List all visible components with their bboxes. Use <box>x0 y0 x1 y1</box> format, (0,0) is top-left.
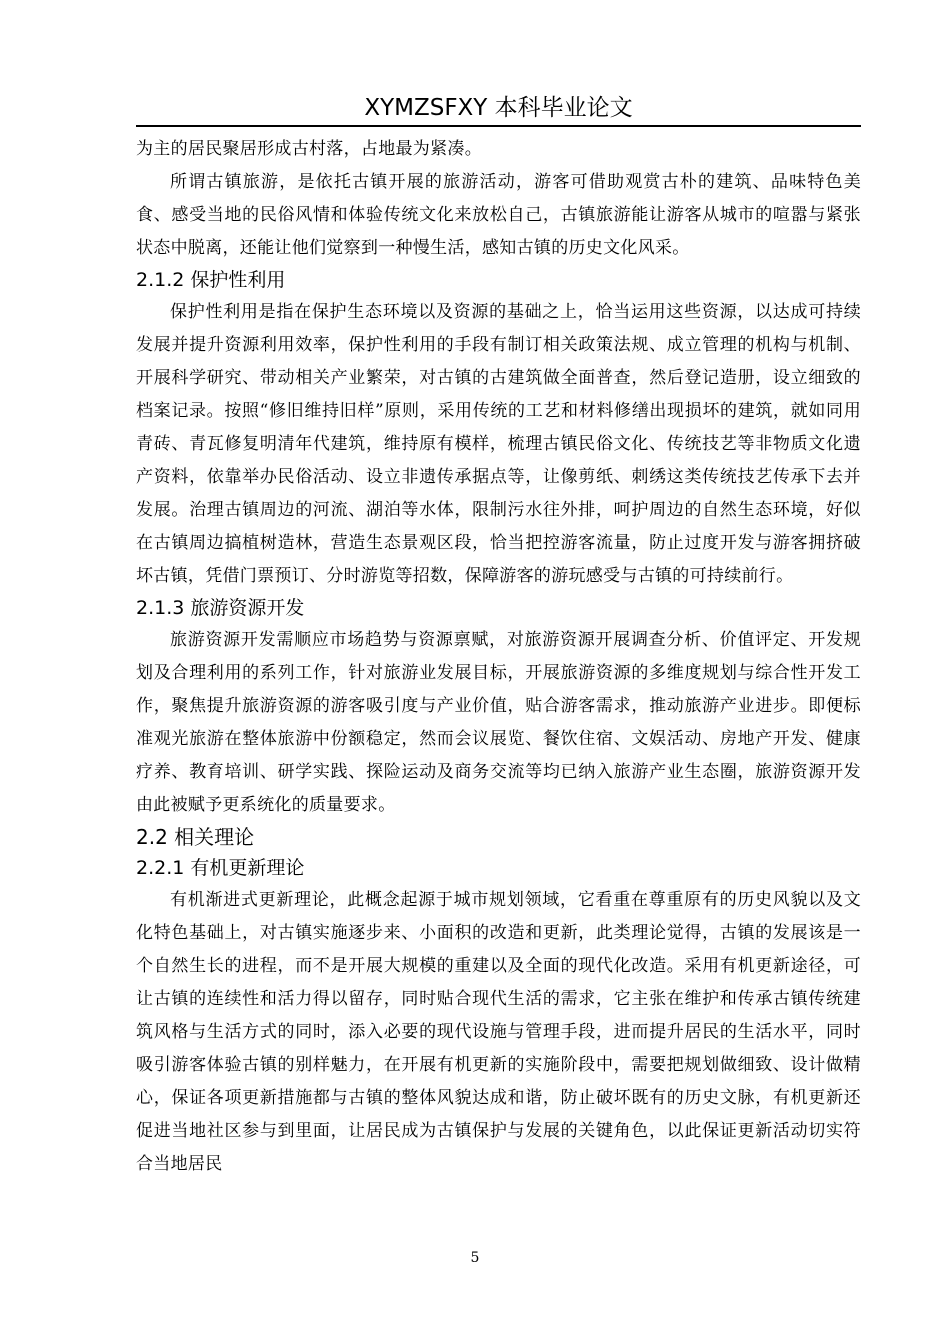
header-title: XYMZSFXY 本科毕业论文 <box>364 95 633 121</box>
document-body <box>136 133 861 1181</box>
heading-2-1-3: 2.1.3 旅游资源开发 <box>136 597 305 619</box>
paragraph-organic-renewal: 有机渐进式更新理论，此概念起源于城市规划领域，它看重在尊重原有的历史风貌以及文化特色基础上，对古镇实施逐步来、小面积的改造和更新，此类理论觉得，古镇的发展该是一个自然生长的进程，而不是开展大规模的重建以及全面的现代化改造。采用有机更新途径，可让古镇的连续性和活力得以留存，同时贴合现代生活的需求，它主张在维护和传承古镇传统建筑风格与生活方式的同时，添入必要的现代设施与管理手段，进而提升居民的生活水平，同时吸引游客体验古镇的别样魅力，在开展有机更新的实施阶段中，需要把规划做细致、设计做精心，保证各项更新措施都与古镇的整体风貌达成和谐，防止破坏既有的历史文脉，有机更新还促进当地社区参与到里面，让居民成为古镇保护与发展的关键角色，以此保证更新活动切实符合当地居民 <box>136 890 861 1174</box>
paragraph-resource-development: 旅游资源开发需顺应市场趋势与资源禀赋，对旅游资源开展调查分析、价值评定、开发规划及合理利用的系列工作，针对旅游业发展目标，开展旅游资源的多维度规划与综合性开发工作，聚焦提升旅游资源的游客吸引度与产业价值，贴合游客需求，推动旅游产业进步。即便标准观光旅游在整体旅游中份额稳定，然而会议展览、餐饮住宿、文娱活动、房地产开发、健康疗养、教育培训、研学实践、探险运动及商务交流等均已纳入旅游产业生态圈，旅游资源开发由此被赋予更系统化的质量要求。 <box>136 630 861 815</box>
paragraph-ancient-town-tourism: 所谓古镇旅游，是依托古镇开展的旅游活动，游客可借助观赏古朴的建筑、品味特色美食、感受当地的民俗风情和体验传统文化来放松自己，古镇旅游能让游客从城市的喧嚣与紧张状态中脱离，还能让他们觉察到一种慢生活，感知古镇的历史文化风采。 <box>136 172 861 258</box>
heading-2-1-2: 2.1.2 保护性利用 <box>136 269 286 291</box>
heading-2-2-1: 2.2.1 有机更新理论 <box>136 857 305 879</box>
paragraph-continued: 为主的居民聚居形成古村落，占地最为紧凑。 <box>136 139 482 159</box>
page-header <box>136 91 861 127</box>
paragraph-protective-use: 保护性利用是指在保护生态环境以及资源的基础之上，恰当运用这些资源，以达成可持续发展并提升资源利用效率，保护性利用的手段有制订相关政策法规、成立管理的机构与机制、开展科学研究、带动相关产业繁荣，对古镇的古建筑做全面普查，然后登记造册，设立细致的档案记录。按照“修旧维持旧样”原则，采用传统的工艺和材料修缮出现损坏的建筑，就如同用青砖、青瓦修复明清年代建筑，维持原有模样，梳理古镇民俗文化、传统技艺等非物质文化遗产资料，依靠举办民俗活动、设立非遗传承据点等，让像剪纸、刺绣这类传统技艺传承下去并发展。治理古镇周边的河流、湖泊等水体，限制污水往外排，呵护周边的自然生态环境，好似在古镇周边搞植树造林，营造生态景观区段，恰当把控游客流量，防止过度开发与游客拥挤破坏古镇，凭借门票预订、分时游览等招数，保障游客的游玩感受与古镇的可持续前行。 <box>136 302 861 586</box>
page-number: 5 <box>470 1250 480 1266</box>
heading-2-2: 2.2 相关理论 <box>136 825 255 849</box>
